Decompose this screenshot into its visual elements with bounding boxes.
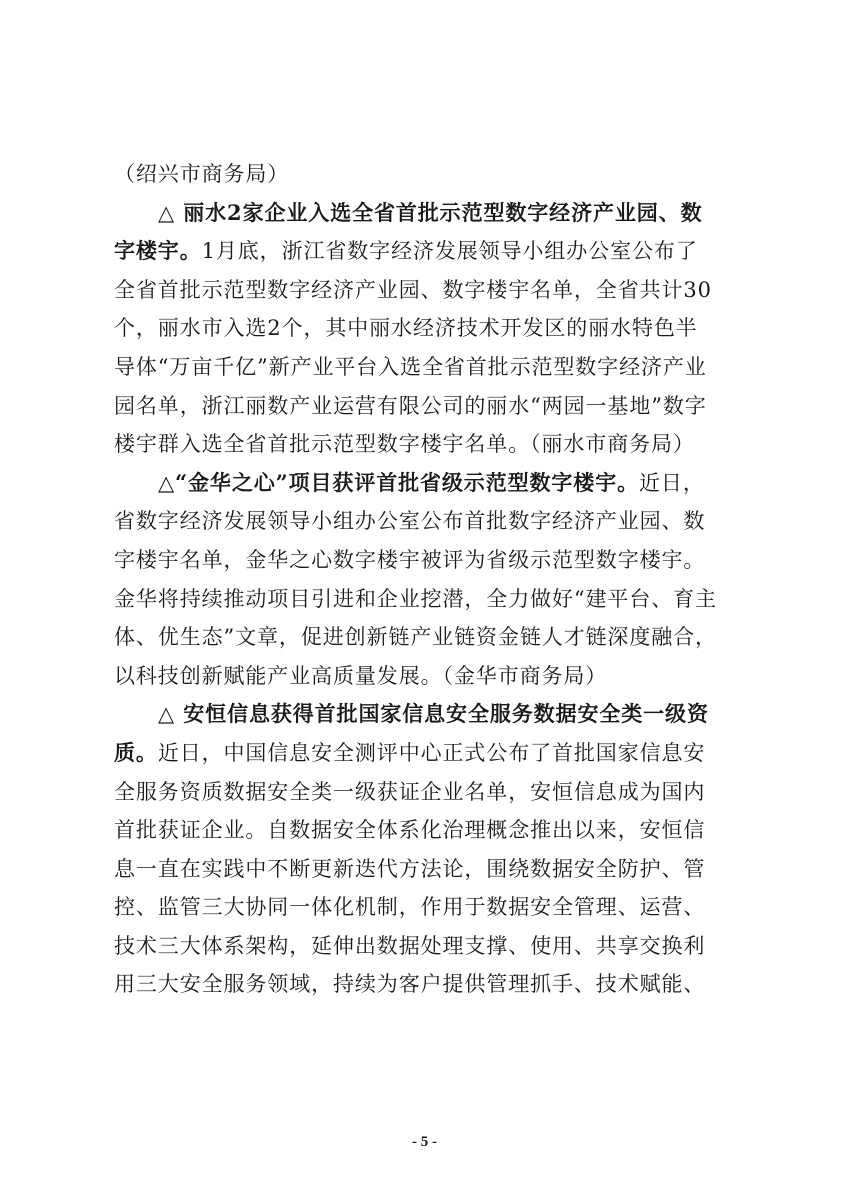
- body-text: 技术三大体系架构，延伸出数据处理支撑、使用、共享交换利: [114, 933, 706, 958]
- text-line: [114, 811, 746, 850]
- body-text: 省数字经济发展领导小组办公室公布首批数字经济产业园、数: [114, 509, 706, 534]
- text-line: [114, 657, 746, 696]
- text-line: [114, 348, 746, 387]
- paragraph: [114, 695, 746, 1004]
- paragraph: [114, 464, 746, 696]
- text-line: [114, 927, 746, 966]
- body-text: 全省首批示范型数字经济产业园、数字楼宇名单，全省共计30: [114, 277, 712, 302]
- page-number: - 5 -: [412, 1134, 437, 1150]
- text-line: [114, 271, 746, 310]
- headline-text: 质。: [114, 739, 158, 765]
- text-line: [114, 464, 746, 503]
- body-text: 金华将持续推动项目引进和企业挖潜，全力做好“建平台、育主: [114, 586, 717, 611]
- headline-text: △“金华之心”项目获评首批省级示范型数字楼宇。: [158, 469, 640, 495]
- text-line: [114, 425, 746, 464]
- text-line: [114, 194, 746, 233]
- body-text: 个，丽水市入选2个，其中丽水经济技术开发区的丽水特色半: [114, 316, 698, 341]
- body-text: 楼宇群入选全省首批示范型数字楼宇名单。（丽水市商务局）: [114, 432, 695, 457]
- document-body: [114, 155, 746, 1004]
- headline-text: 字楼宇。: [114, 238, 202, 264]
- body-text: 1月底，浙江省数字经济发展领导小组办公室公布了: [201, 239, 698, 264]
- body-text: 字楼宇名单，金华之心数字楼宇被评为省级示范型数字楼宇。: [114, 547, 706, 572]
- text-line: [114, 888, 746, 927]
- body-text: 全服务资质数据安全类一级获证企业名单，安恒信息成为国内: [114, 779, 706, 804]
- paragraph: [114, 194, 746, 464]
- text-line: [114, 541, 746, 580]
- text-line: [114, 618, 746, 657]
- text-line: [114, 773, 746, 812]
- text-line: [114, 387, 746, 426]
- body-text: （绍兴市商务局）: [114, 162, 290, 186]
- text-line: [114, 695, 746, 734]
- body-text: 园名单，浙江丽数产业运营有限公司的丽水“两园一基地”数字: [114, 393, 707, 418]
- body-text: 首批获证企业。自数据安全体系化治理概念推出以来，安恒信: [114, 818, 706, 843]
- body-text: 用三大安全服务领域，持续为客户提供管理抓手、技术赋能、: [114, 972, 706, 997]
- body-text: 近日，中国信息安全测评中心正式公布了首批国家信息安: [157, 740, 706, 765]
- body-text: 导体“万亩千亿”新产业平台入选全省首批示范型数字经济产业: [114, 354, 707, 379]
- body-text: 以科技创新赋能产业高质量发展。（金华市商务局）: [114, 663, 608, 688]
- text-line: [114, 850, 746, 889]
- text-line: [114, 965, 746, 1004]
- paragraph: [114, 155, 746, 194]
- body-text: 近日，: [639, 470, 705, 495]
- text-line: [114, 232, 746, 271]
- text-line: [114, 734, 746, 773]
- body-text: 息一直在实践中不断更新迭代方法论，围绕数据安全防护、管: [114, 856, 706, 881]
- headline-text: △ 丽水2家企业入选全省首批示范型数字经济产业园、数: [158, 199, 703, 225]
- body-text: 控、监管三大协同一体化机制，作用于数据安全管理、运营、: [114, 895, 706, 920]
- text-line: [114, 309, 746, 348]
- headline-text: △ 安恒信息获得首批国家信息安全服务数据安全类一级资: [158, 701, 709, 727]
- text-line: [114, 502, 746, 541]
- body-text: 体、优生态”文章，促进创新链产业链资金链人才链深度融合，: [114, 625, 717, 650]
- text-line: [114, 580, 746, 619]
- text-line: [114, 155, 746, 194]
